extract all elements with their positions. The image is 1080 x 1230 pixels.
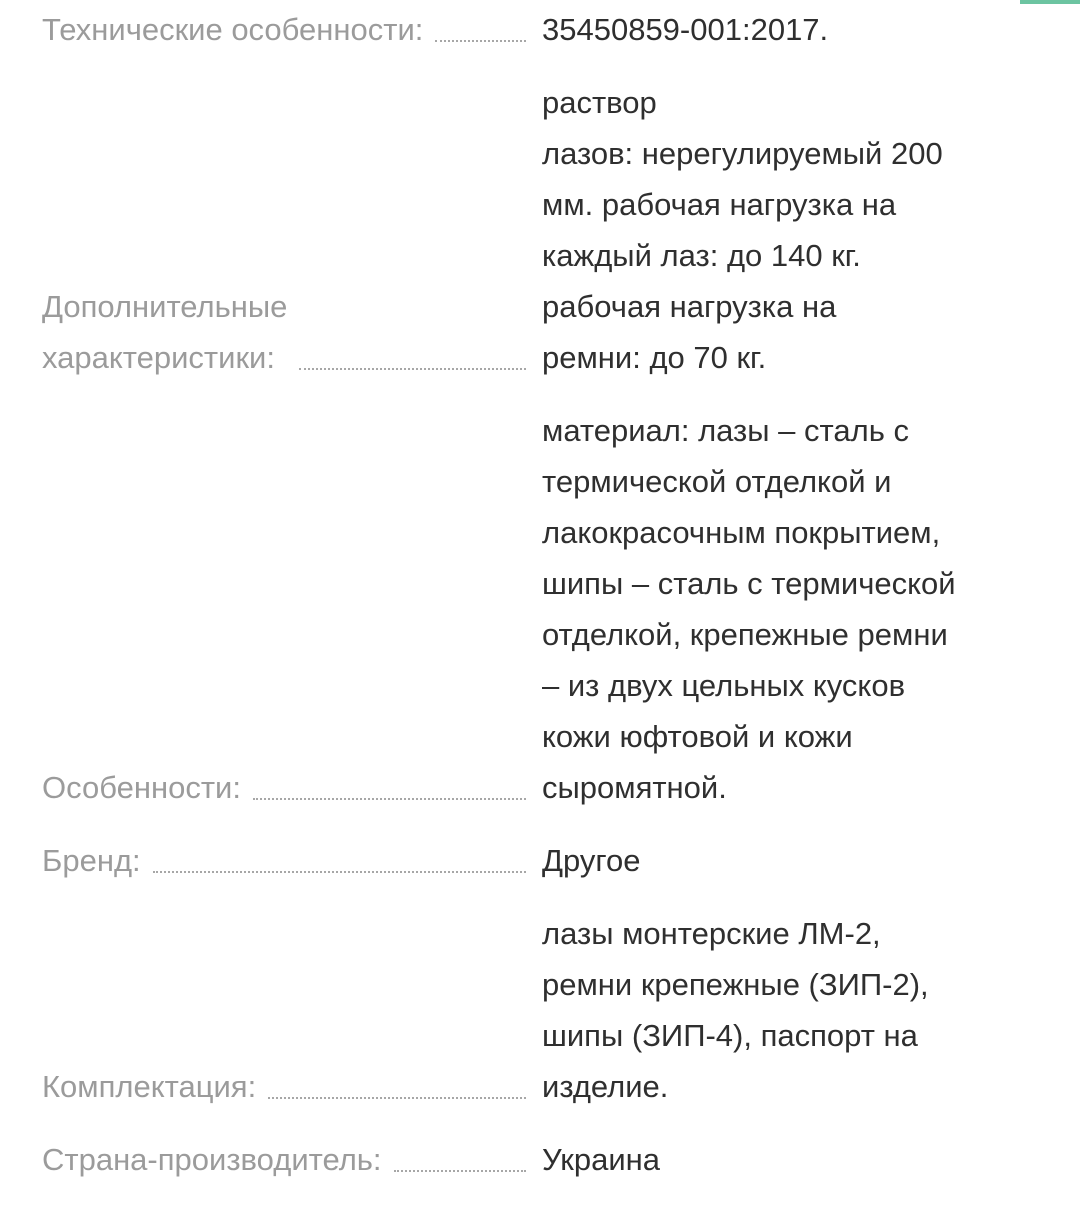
spec-row-additional-characteristics [0, 77, 1080, 383]
spec-row-features [0, 405, 1080, 813]
spec-value: Украина [542, 1142, 661, 1177]
spec-row-package-contents [0, 908, 1080, 1112]
spec-label: Страна-производитель: [42, 1142, 382, 1177]
spec-label: Бренд: [42, 843, 141, 878]
dotted-leader [253, 798, 526, 800]
spec-value: 35450859-001:2017. [542, 12, 829, 47]
spec-label: Комплектация: [42, 1069, 257, 1104]
spec-row-country-of-origin [0, 1134, 1080, 1185]
spec-label-cell [0, 762, 526, 813]
spec-row-technical-features [0, 4, 1080, 55]
spec-label-cell [0, 835, 526, 886]
spec-row-brand [0, 835, 1080, 886]
spec-value: материал: лазы – сталь с термической отделкой и лакокрасочным покрытием, шипы – сталь с термической отделкой, крепежные ремни – из двух цельных кусков кожи юфтовой и кожи сыромятной. [542, 413, 956, 805]
dotted-leader [394, 1170, 526, 1172]
spec-label-cell [0, 4, 526, 55]
spec-value: раствор лазов: нерегулируемый 200 мм. рабочая нагрузка на каждый лаз: до 140 кг. рабочая нагрузка на ремни: до 70 кг. [542, 85, 943, 375]
dotted-leader [153, 871, 526, 873]
spec-label-cell [0, 281, 526, 383]
dotted-leader [299, 368, 526, 370]
spec-label-cell [0, 1134, 526, 1185]
dotted-leader [268, 1097, 526, 1099]
spec-label-cell [0, 1061, 526, 1112]
spec-value: Другое [542, 843, 641, 878]
spec-label: Дополнительные характеристики: [42, 289, 288, 375]
dotted-leader [435, 40, 526, 42]
spec-value: лазы монтерские ЛМ-2, ремни крепежные (ЗИП-2), шипы (ЗИП-4), паспорт на изделие. [542, 916, 929, 1104]
spec-label: Особенности: [42, 770, 241, 805]
spec-label: Технические особенности: [42, 12, 424, 47]
